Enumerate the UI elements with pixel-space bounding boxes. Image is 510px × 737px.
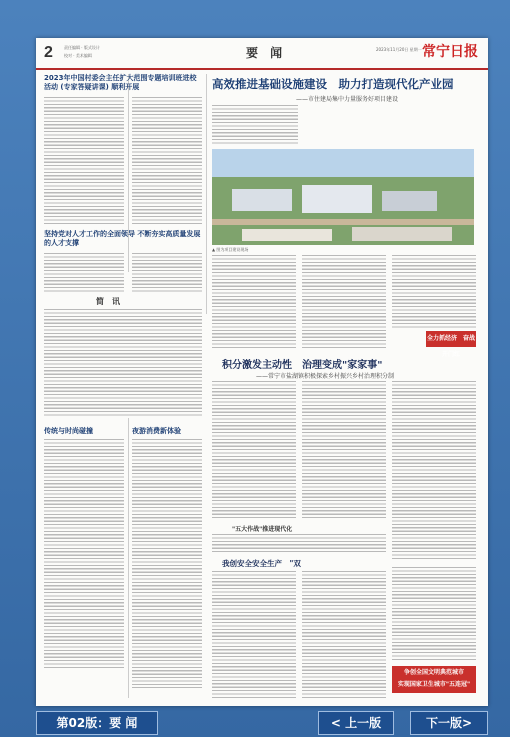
next-page-button[interactable]: 下一版> bbox=[410, 711, 488, 735]
text-block bbox=[212, 533, 386, 553]
lead-title[interactable]: 高效推进基础设施建设 助力打造现代化产业园 bbox=[212, 77, 454, 91]
text-block bbox=[212, 380, 296, 520]
text-block bbox=[302, 570, 386, 698]
feature-title[interactable]: 积分激发主动性 治理变成"家家事" bbox=[222, 360, 383, 371]
page-header bbox=[36, 38, 488, 70]
page-label-button[interactable]: 第02版：要 闻 bbox=[36, 711, 158, 735]
lead-subtitle: ——市住建局集中力量服务好项目建设 bbox=[296, 96, 399, 103]
text-block bbox=[302, 380, 386, 520]
text-block bbox=[212, 254, 296, 350]
middle-title: "五大作战"推进现代化 bbox=[232, 526, 293, 533]
text-block bbox=[44, 96, 124, 226]
text-block bbox=[392, 254, 476, 330]
text-block bbox=[132, 252, 202, 292]
briefs-text bbox=[44, 308, 202, 418]
text-block bbox=[212, 104, 298, 146]
text-block bbox=[392, 566, 476, 662]
bottom-left-title-b[interactable]: 夜游消费新体验 bbox=[132, 427, 181, 435]
banner-bottom bbox=[392, 666, 476, 693]
banner-bottom-line1: 争创全国文明典范城市 bbox=[403, 669, 464, 676]
section-title: 要 闻 bbox=[246, 46, 287, 60]
editors-right: 校对 · 美术编辑 bbox=[64, 53, 92, 58]
lead-caption: ▲ 图为项目建设现场 bbox=[212, 247, 249, 252]
divider bbox=[206, 74, 207, 314]
lead-photo[interactable] bbox=[212, 149, 474, 245]
text-block bbox=[302, 254, 386, 350]
date-line: 2023年11月20日 星期一 bbox=[376, 47, 422, 52]
banner-mid: 全力抓经济 奋战开门红 bbox=[426, 331, 476, 347]
lower-mid-title[interactable]: 我创安全安全生产 "双 bbox=[222, 559, 301, 568]
left-article-title[interactable]: 2023年中国村委会主任扩大范围专题培训班进校活动 (专家答疑讲课) 顺利开展 bbox=[44, 74, 197, 91]
newspaper-page[interactable] bbox=[36, 38, 488, 706]
banner-bottom-line2: 实现国家卫生城市"五连冠" bbox=[397, 681, 471, 688]
newspaper-logo: 常宁日报 bbox=[422, 44, 478, 60]
text-block bbox=[212, 570, 296, 698]
text-block bbox=[392, 380, 476, 560]
bottom-left-title-a[interactable]: 传统与时尚碰撞 bbox=[44, 427, 93, 435]
text-block bbox=[132, 438, 202, 688]
prev-page-button[interactable]: < 上一版 bbox=[318, 711, 394, 735]
briefs-title: 简 讯 bbox=[96, 297, 120, 306]
text-block bbox=[132, 96, 202, 226]
text-block bbox=[44, 438, 124, 668]
page-number: 2 bbox=[44, 44, 53, 61]
aerial-photo-icon bbox=[212, 149, 474, 245]
editors-left: 责任编辑 · 版式设计 bbox=[64, 45, 100, 50]
text-block bbox=[44, 252, 124, 292]
feature-subtitle: ——常宁市盐湖镇积极探索乡村振兴乡村治理积分制 bbox=[256, 373, 395, 380]
second-left-title[interactable]: 坚持党对人才工作的全面领导 不断夯实高质量发展的人才支撑 bbox=[44, 230, 201, 247]
